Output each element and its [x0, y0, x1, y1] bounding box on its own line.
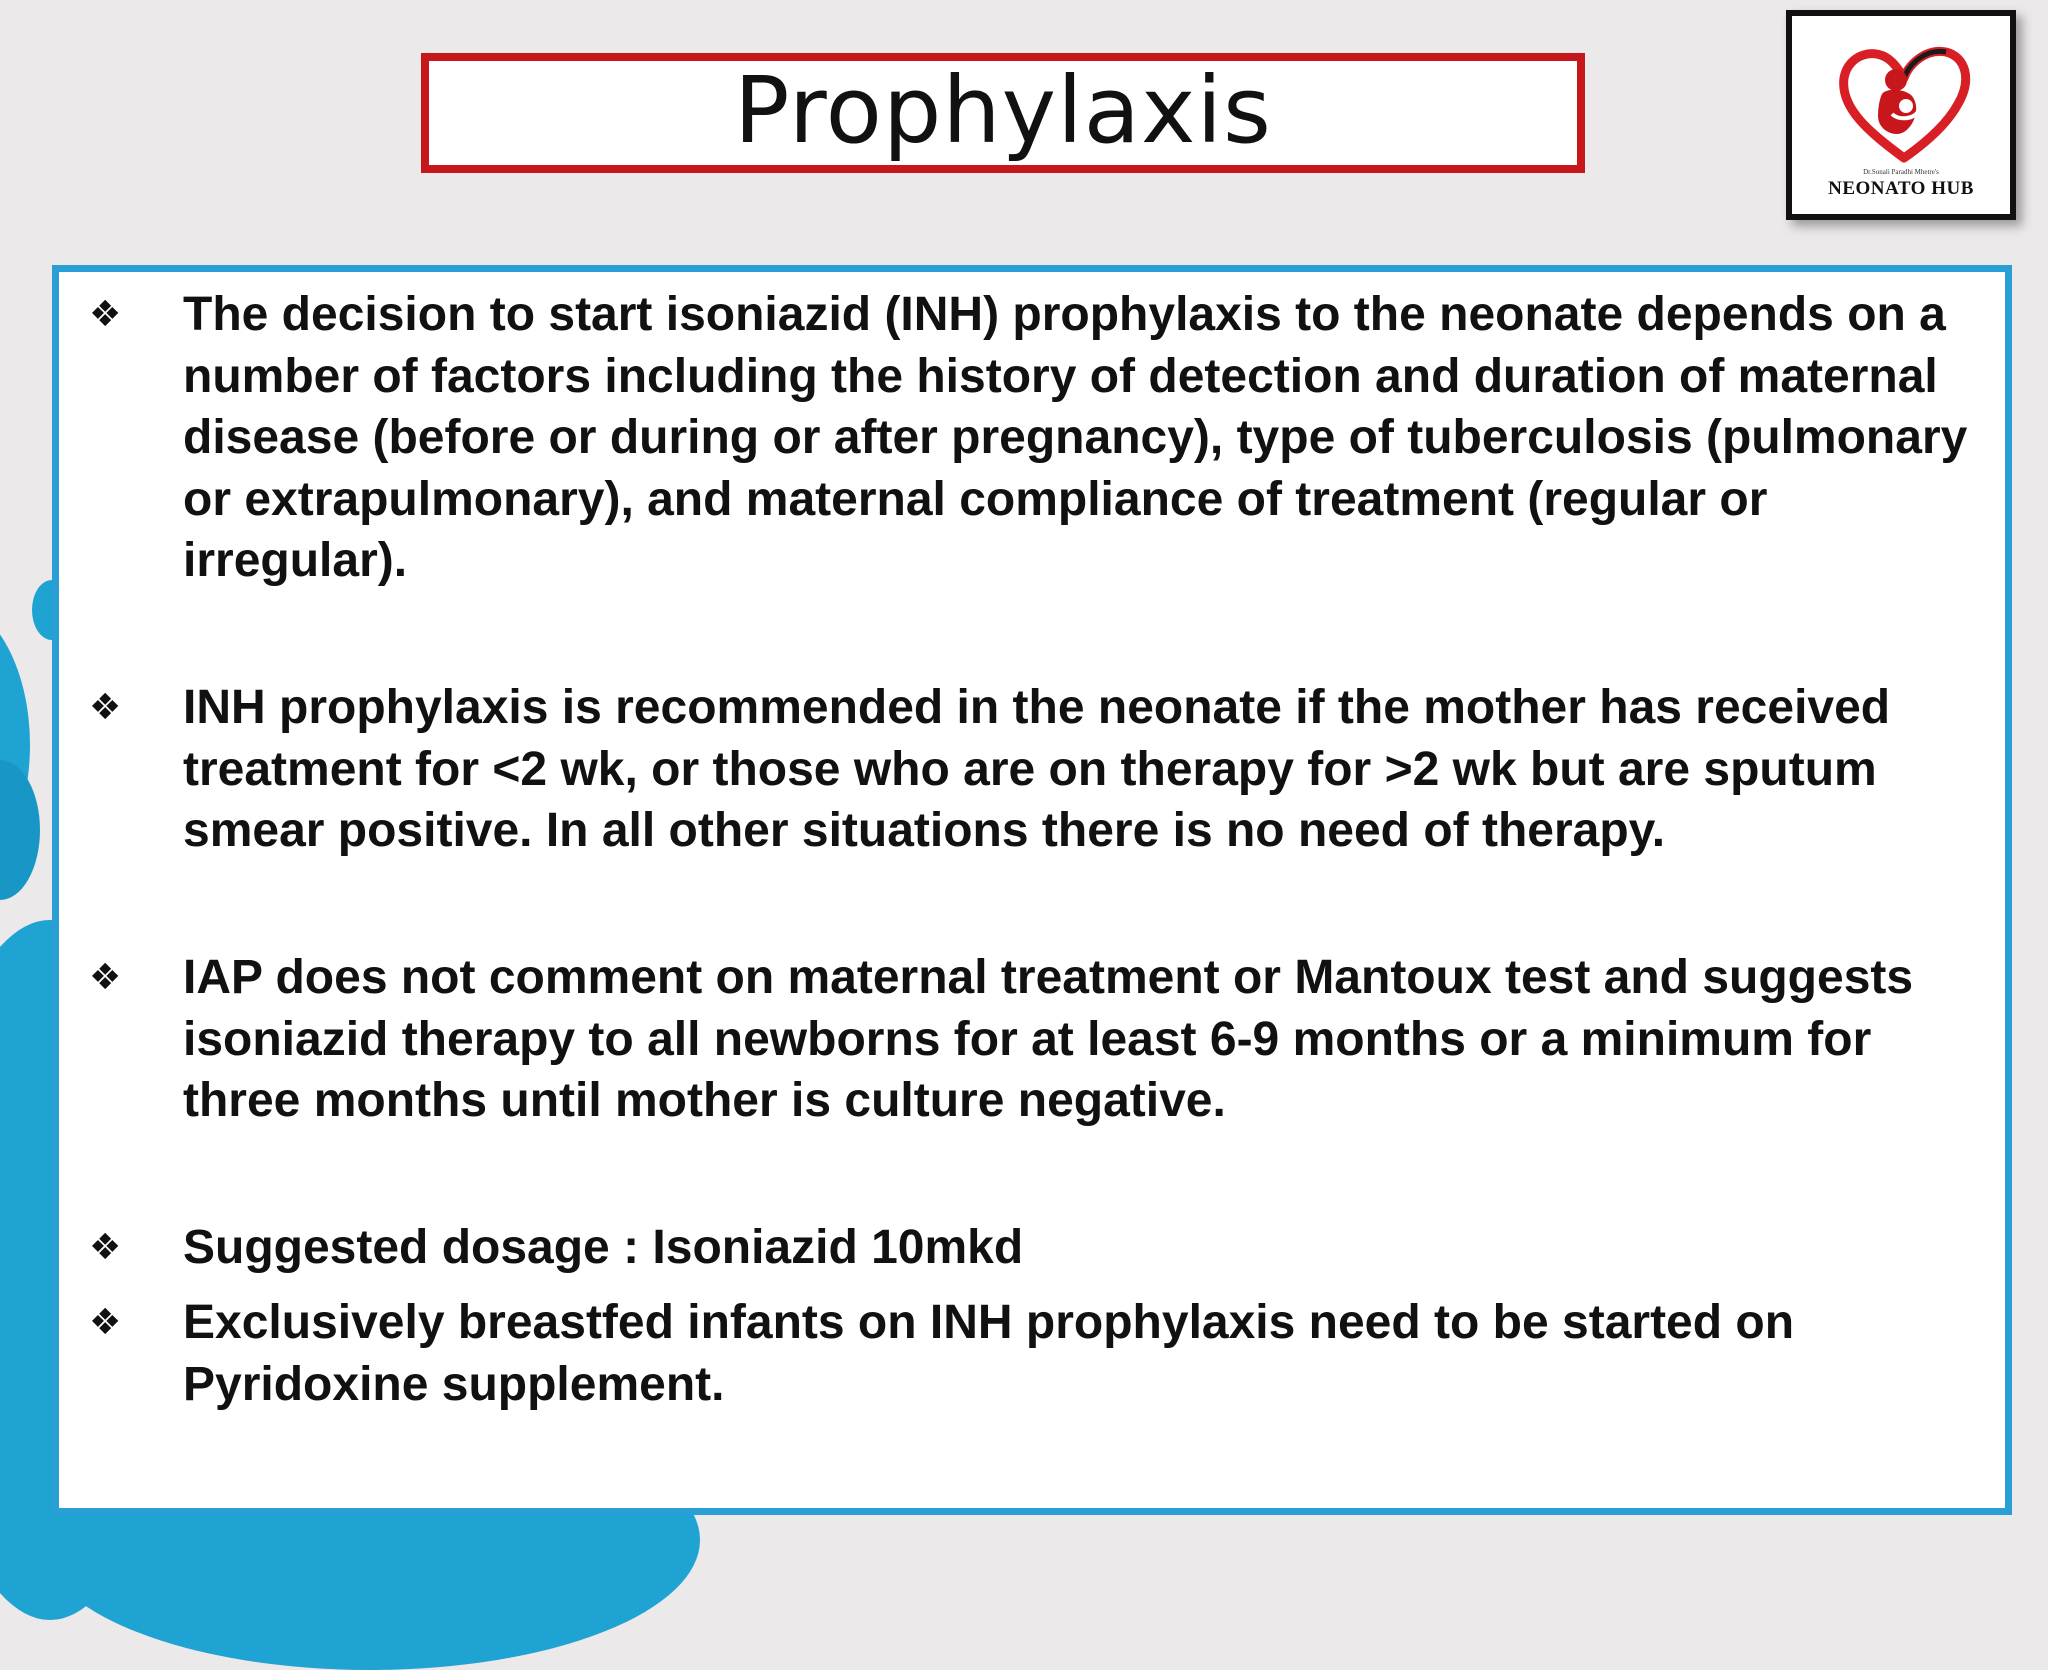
- bullet-text: Suggested dosage : Isoniazid 10mkd: [183, 1221, 1024, 1274]
- bullet-item: [85, 284, 1981, 592]
- logo-subtitle: Dr.Sonali Paradhi Mhetre's: [1863, 168, 1939, 176]
- diamond-bullet-icon: ❖: [89, 687, 122, 728]
- bullet-text: INH prophylaxis is recommended in the neonate if the mother has received treatment for <2 wk, or those who are on therapy for >2 wk but are sputum smear positive. In all other situations there is no need of therapy.: [183, 681, 1891, 857]
- diamond-bullet-icon: ❖: [89, 294, 122, 335]
- bullet-item: [85, 1292, 1981, 1415]
- slide-title: Prophylaxis: [734, 57, 1272, 164]
- diamond-bullet-icon: ❖: [89, 957, 122, 998]
- bullet-text: The decision to start isoniazid (INH) prophylaxis to the neonate depends on a number of factors including the history of detection and duration of maternal disease (before or during or after pregnancy), type of tuberculosis (pulmonary or extrapulmonary), and maternal compliance of treatment (regular or irregular).: [183, 288, 1968, 587]
- slide-title-box: [421, 53, 1585, 173]
- bullet-text: Exclusively breastfed infants on INH prophylaxis need to be started on Pyridoxine supplement.: [183, 1296, 1795, 1411]
- neonato-hub-logo: [1786, 10, 2016, 220]
- heart-mother-baby-icon: [1834, 40, 1974, 170]
- content-panel: [52, 265, 2012, 1515]
- diamond-bullet-icon: ❖: [89, 1302, 122, 1343]
- bullet-text: IAP does not comment on maternal treatment or Mantoux test and suggests isoniazid therapy to all newborns for at least 6-9 months or a minimum for three months until mother is culture negative.: [183, 951, 1914, 1127]
- bullet-item: [85, 947, 1981, 1132]
- logo-name: NEONATO HUB: [1828, 178, 1974, 199]
- decorative-blue-shape: [0, 760, 40, 900]
- bullet-item: [85, 677, 1981, 862]
- bullet-item: [85, 1217, 1981, 1279]
- diamond-bullet-icon: ❖: [89, 1227, 122, 1268]
